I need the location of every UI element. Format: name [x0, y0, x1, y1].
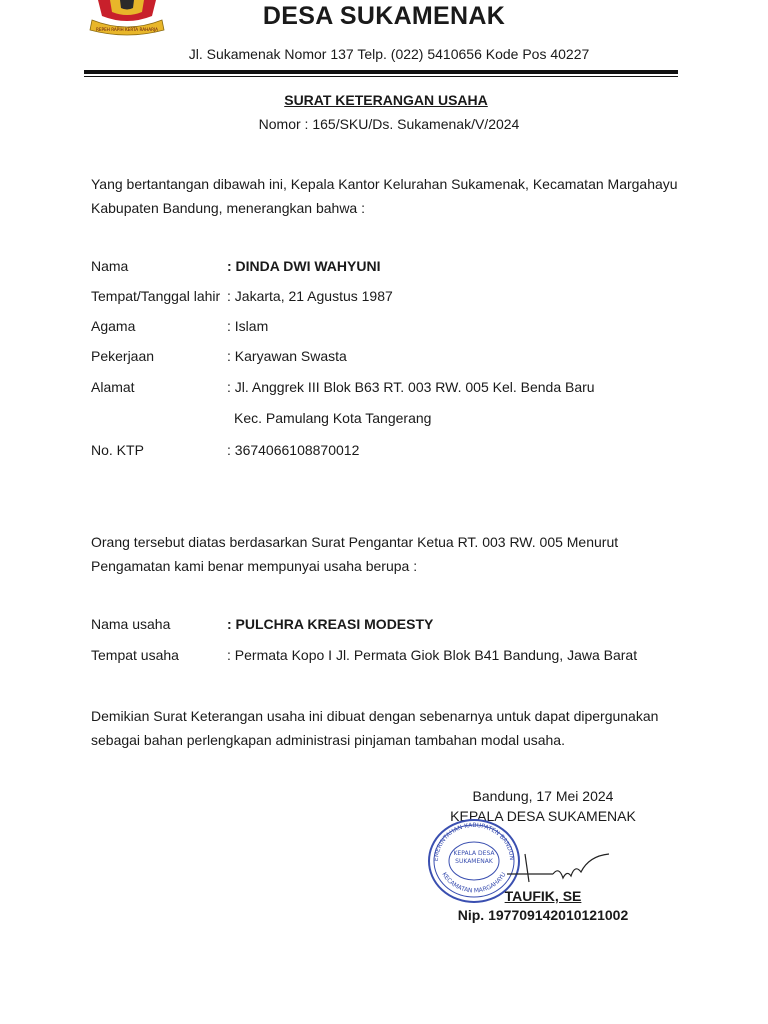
person-ktp-label: No. KTP [91, 442, 144, 458]
person-ktp-value: : 3674066108870012 [227, 442, 360, 458]
intro-paragraph: Yang bertantangan dibawah ini, Kepala Kantor Kelurahan Sukamenak, Kecamatan Margahayu Kabupaten Bandung, menerangkan bahwa : [91, 176, 678, 216]
person-birth-label: Tempat/Tanggal lahir [91, 288, 221, 304]
village-address: Jl. Sukamenak Nomor 137 Telp. (022) 5410656 Kode Pos 40227 [188, 46, 590, 62]
business-name-value: : PULCHRA KREASI MODESTY [227, 616, 434, 632]
stamp-center-text: KEPALA DESA SUKAMENAK [453, 850, 495, 865]
person-address-value-2: Kec. Pamulang Kota Tangerang [234, 410, 432, 426]
person-birth-value: : Jakarta, 21 Agustus 1987 [227, 288, 393, 304]
village-name: DESA SUKAMENAK [262, 2, 506, 30]
person-job-label: Pekerjaan [91, 348, 155, 364]
business-name-label: Nama usaha [91, 616, 171, 632]
statement-paragraph: Orang tersebut diatas berdasarkan Surat Pengantar Ketua RT. 003 RW. 005 Menurut Pengamatan kami benar mempunyai usaha berupa : [91, 534, 619, 574]
logo-motto: REPEH RAPIH KERTA RAHARJA [95, 27, 159, 32]
business-place-value: : Permata Kopo I Jl. Permata Giok Blok B41 Bandung, Jawa Barat [227, 647, 638, 663]
stamp-ring-bottom: KECAMATAN MARGAHAYU [440, 871, 508, 895]
business-place-label: Tempat usaha [91, 647, 179, 663]
person-religion-value: : Islam [227, 318, 269, 334]
person-job-value: : Karyawan Swasta [227, 348, 347, 364]
handwritten-signature [505, 848, 615, 888]
document-number: Nomor : 165/SKU/Ds. Sukamenak/V/2024 [258, 116, 520, 132]
person-address-value-1: : Jl. Anggrek III Blok B63 RT. 003 RW. 005 Kel. Benda Baru [227, 379, 595, 395]
stamp-ring-top: EMERINTAHAN KABUPATEN BANDUN [432, 821, 516, 862]
person-address-label: Alamat [91, 379, 135, 395]
document-title: SURAT KETERANGAN USAHA [284, 92, 488, 108]
signer-name: TAUFIK, SE [504, 888, 582, 904]
person-name-label: Nama [91, 258, 129, 274]
closing-paragraph: Demikian Surat Keterangan usaha ini dibuat dengan sebenarnya untuk dapat dipergunakan sebagai bahan perlengkapan administrasi pinjaman tambahan modal usaha. [91, 708, 659, 748]
person-religion-label: Agama [91, 318, 136, 334]
signature-place-date: Bandung, 17 Mei 2024 [472, 788, 614, 804]
signer-nip: Nip. 197709142010121002 [457, 907, 629, 923]
person-name-value: : DINDA DWI WAHYUNI [227, 258, 381, 274]
header-divider [84, 70, 678, 74]
header-divider-thin [84, 76, 678, 77]
signature-position: KEPALA DESA SUKAMENAK [450, 808, 636, 824]
